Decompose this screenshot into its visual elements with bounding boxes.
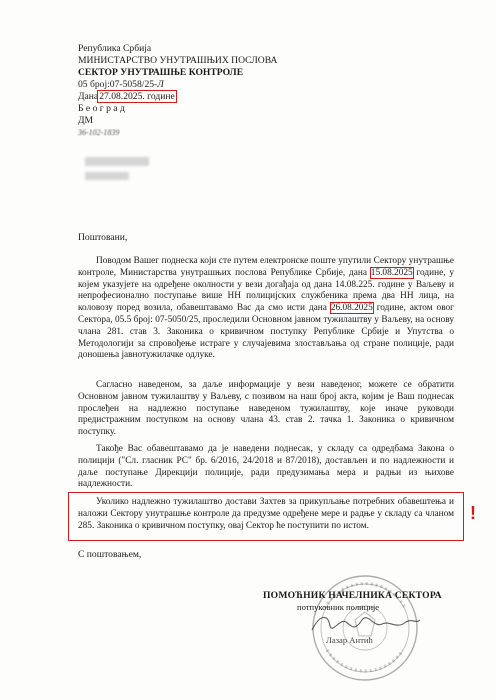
paragraph-1-part-1: Поводом Вашег поднеска који сте путем електронске поште упутили Сектору унутрашње контроле, Министарства унутрашњих послова Републике Србије, дана [78, 256, 454, 278]
paragraph-1-part-2: године, у којем указујете на одређене околности у вези догађаја од дана 14.08.225. године у Ваљеву и непрофесионално поступање више НН полицијских службеника према два НН лица, на коловозу поред возила, обавештавамо Вас да смо исти дана [78, 267, 455, 314]
signature-rank: потпуковник полиције [297, 602, 380, 612]
header-sector: СЕКТОР УНУТРАШЊЕ КОНТРОЛЕ [78, 67, 244, 78]
header-date [78, 91, 176, 103]
exclamation-mark: ! [470, 503, 476, 523]
handwritten-reference: 36-102-1839 [78, 128, 120, 137]
signatory-name: Лазар Антић [326, 635, 373, 645]
handwritten-signature [306, 608, 426, 638]
redacted-recipient-line-2 [85, 172, 129, 180]
paragraph-2: Сагласно наведеном, за даље информације у вези наведеног, можете се обратити Основном јавном тужилаштву у Ваљеву, с позивом на наш број акта, којим је Ваш поднесак прослеђен на надлежно поступање наведеном тужилаштву, које иначе руководи предистражним поступком на основу члана 43. став 2. тачка 1. Законика о кривичном поступку. [78, 380, 454, 438]
header-reference-number [78, 79, 164, 91]
redacted-recipient-line-1 [85, 157, 149, 166]
date-highlight-1: 15.08.2025 [370, 267, 413, 278]
reference-handwritten: Л [157, 79, 164, 90]
salutation: Поштовани, [78, 232, 128, 243]
header-city: Б е о г р а д [78, 103, 125, 114]
header-ministry: МИНИСТАРСТВО УНУТРАШЊИХ ПОСЛОВА [78, 55, 278, 66]
paragraph-4: Уколико надлежно тужилаштво достави Захтев за прикупљање потребних обавештења и наложи Сектору унутрашње контроле да предузме одређене мере и радње у складу са чланом 285. Законика о кривичном поступку, овај Сектор ће поступити по истом. [78, 497, 454, 531]
signature-title: ПОМОЋНИК НАЧЕЛНИКА СЕКТОРА [263, 590, 442, 601]
header-republic: Република Србија [78, 43, 152, 54]
closing: С поштовањем, [78, 549, 142, 560]
paragraph-1 [78, 256, 454, 362]
date-label: Дана [78, 91, 99, 102]
paragraph-3: Такође Вас обавештавамо да је наведени поднесак, у складу са одредбама Закона о полицији ("Сл. гласник РС" бр. 6/2016, 24/2018 и 87/2018), достављен и по надлежности и даље поступање Дирекцији полиције, ради предузимања мера и радњи из њихове надлежности. [78, 444, 454, 490]
header-initials: ДМ [78, 115, 94, 126]
date-value-highlighted: 27.08.2025. године [99, 91, 175, 102]
reference-number: 05 број:07-5058/25- [78, 79, 158, 90]
date-highlight-2: 26.08.2025 [330, 303, 373, 314]
paragraph-1-part-3: године, актом овог Сектора, 05.5 број: 07-5050/25, проследили Основном јавном тужилаштву у Ваљеву, на основу члана 281. став 3. Законика о кривичном поступку Републике Србије и Упутства о Методологији за спровођење истраге у случајевима злостављања од стране полиције, ради доношења јавнотужилачке одлуке. [78, 303, 454, 361]
